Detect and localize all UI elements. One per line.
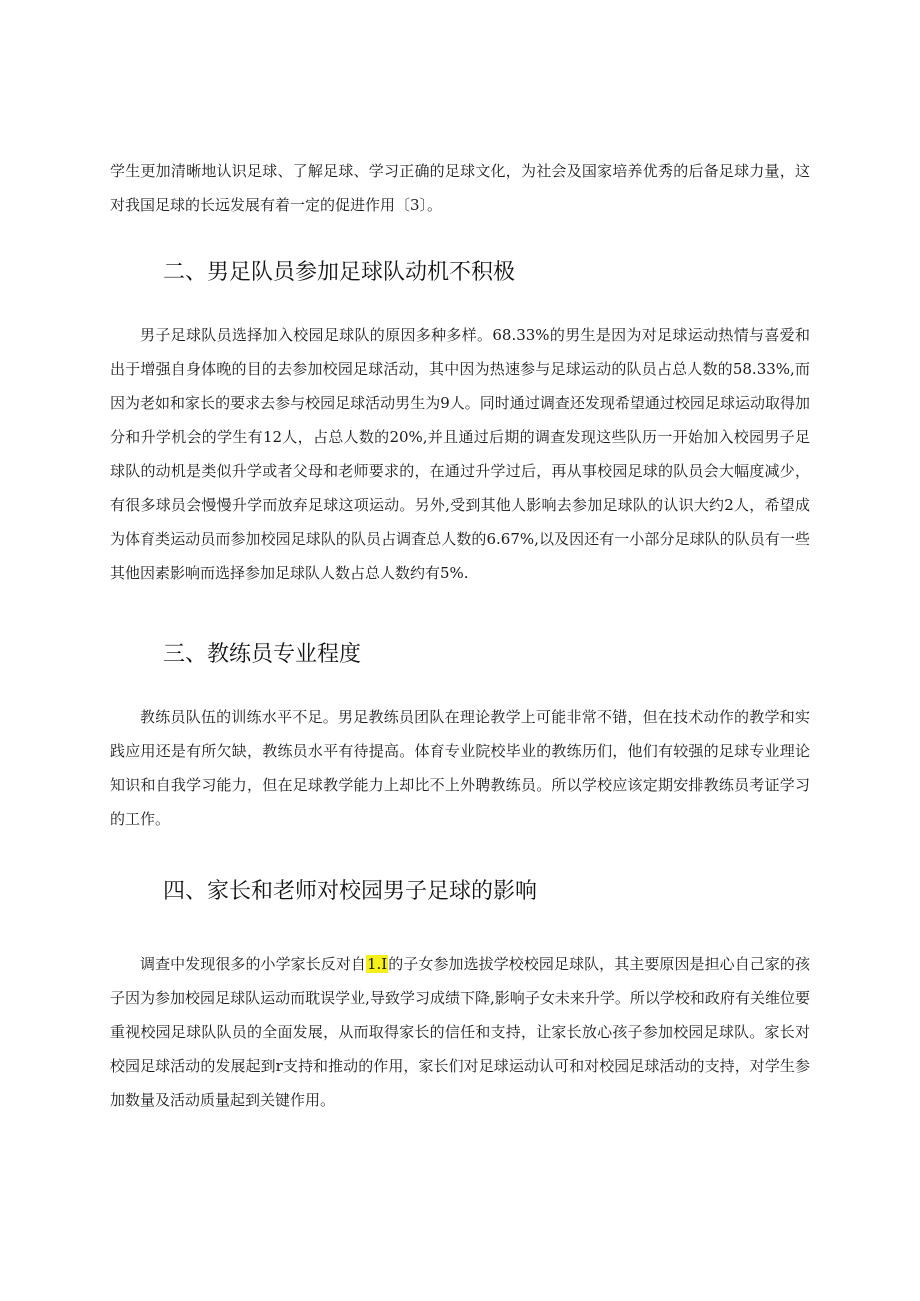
section-4-paragraph [110, 947, 810, 1117]
section-2-paragraph: 男子足球队员选择加入校园足球队的原因多种多样。68.33%的男生是因为对足球运动热情与喜爱和出于增强自身体晚的目的去参加校园足球活动，其中因为热速参与足球运动的队员占总人数的58.33%,而因为老如和家长的要求去参与校园足球活动男生为9人。同时通过调查还发现希望通过校园足球运动取得加分和升学机会的学生有12人，占总人数的20%,并且通过后期的调查发现这些队历一开始加入校园男子足球队的动机是类似升学或者父母和老师要求的，在通过升学过后，再从事校园足球的队员会大幅度减少，有很多球员会慢慢升学而放弃足球这项运动。另外,受到其他人影响去参加足球队的认识大约2人，希望成为体育类运动员而参加校园足球队的队员占调査总人数的6.67%,以及因还有一小部分足球队的队员有一些其他因素影响而选择参加足球队人数占总人数约有5%. [110, 326, 810, 582]
intro-paragraph: 学生更加清晰地认识足球、了解足球、学习正确的足球文化，为社会及国家培养优秀的后备足球力量，这对我国足球的长远发展有着一定的促进作用〔3〕。 [110, 162, 810, 214]
section-4-text-after: 的子女参加选拔学校校园足球队，其主要原因是担心自己家的孩子因为参加校园足球队运动而耽误学业,导致学习成绩下降,影响子女未来升学。所以学校和政府有关维位要重视校园足球队队员的全面发展，从而取得家长的信任和支持，让家长放心孩子参加校园足球队。家长对校园足球活动的发展起到r支持和推动的作用，家长们对足球运动认可和对校园足球活动的支持，对学生参加数量及活动质量起到关键作用。 [110, 955, 810, 1109]
section-3-paragraph: 教练员队伍的训练水平不足。男足教练员团队在理论教学上可能非常不错，但在技术动作的教学和实践应用还是有所欠缺，教练员水平有待提高。体育专业院校毕业的教练历们，他们有较强的足球专业理论知识和自我学习能力，但在足球教学能力上却比不上外聘教练员。所以学校应该定期安排教练员考证学习的工作。 [110, 708, 810, 828]
highlighted-text: 1.I [366, 955, 388, 973]
section-4-text-before: 调查中发现很多的小学家长反对自 [140, 955, 366, 973]
section-2-heading: 二、男足队员参加足球队动机不积极 [163, 260, 516, 285]
section-4-heading: 四、家长和老师对校园男子足球的影响 [163, 879, 538, 904]
section-3-heading: 三、教练员专业程度 [163, 642, 362, 667]
